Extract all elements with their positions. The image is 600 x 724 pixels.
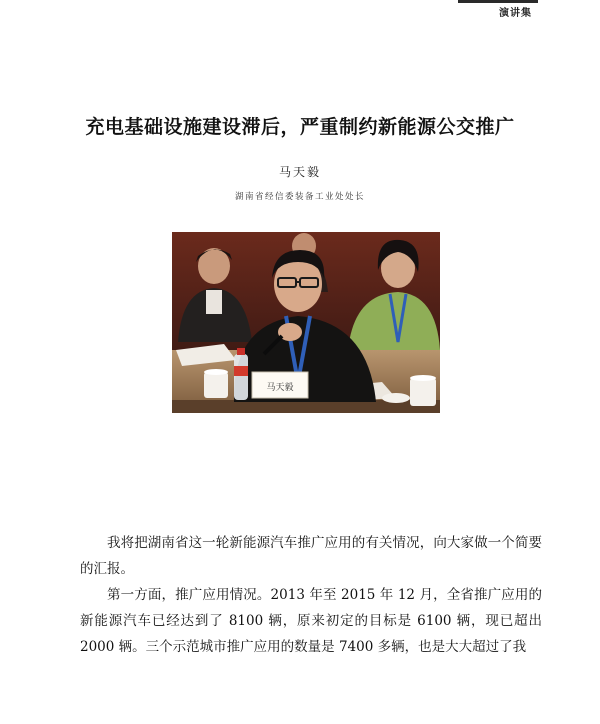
saucer — [382, 393, 410, 403]
name-card-text: 马天毅 — [266, 383, 294, 393]
cup-left — [204, 369, 228, 398]
article-title: 充电基础设施建设滞后，严重制约新能源公交推广 — [85, 116, 515, 138]
body-paragraph-2: 第一方面，推广应用情况。2013 年至 2015 年 12 月，全省推广应用的新能源汽车已经达到了 8100 辆，原来初定的目标是 6100 辆，现已超出 2000 辆。三个示范城市推广应用的数量是 7400 多辆，也是大大超过了我 — [80, 587, 542, 655]
name-card — [252, 372, 308, 398]
article-author: 马天毅 — [278, 165, 321, 179]
photo-illustration — [172, 232, 440, 413]
cup-right — [410, 375, 436, 406]
article-body — [80, 530, 542, 660]
speaker-photo — [172, 232, 440, 413]
water-bottle — [234, 348, 248, 400]
section-label: 演讲集 — [499, 8, 532, 19]
author-affiliation: 湖南省经信委装备工业处处长 — [234, 192, 365, 202]
header-rule — [458, 0, 538, 3]
body-paragraph-1: 我将把湖南省这一轮新能源汽车推广应用的有关情况，向大家做一个简要的汇报。 — [80, 535, 542, 577]
